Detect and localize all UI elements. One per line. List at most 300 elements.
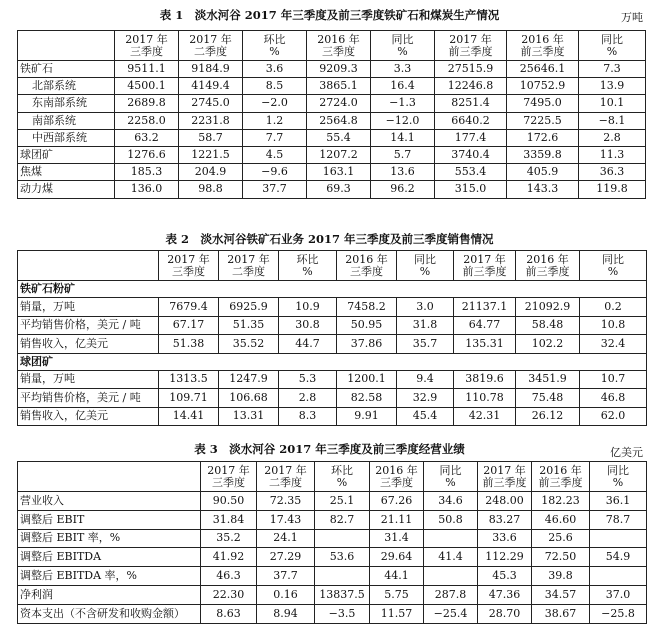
- table-cell: 8.94: [257, 604, 315, 623]
- table-cell: 2689.8: [115, 95, 179, 112]
- column-header: [243, 31, 307, 61]
- column-header-line2: %: [445, 475, 456, 489]
- table-cell: 51.38: [159, 335, 219, 354]
- header-corner: [18, 462, 201, 492]
- table-cell: 135.31: [454, 335, 516, 354]
- column-header-line1: 2016 年: [375, 463, 418, 477]
- table-cell: 204.9: [179, 164, 243, 181]
- table-cell: 38.67: [532, 604, 590, 623]
- table-cell: −9.6: [243, 164, 307, 181]
- table-cell: 37.7: [257, 567, 315, 586]
- table-cell: 27.29: [257, 548, 315, 567]
- row-label: 调整后 EBIT 率，%: [18, 529, 201, 548]
- table-cell: 32.4: [580, 335, 647, 354]
- column-header-line2: 三季度: [380, 475, 413, 489]
- table-cell: −12.0: [371, 112, 435, 129]
- table-cell: 1276.6: [115, 146, 179, 163]
- table-cell: 1247.9: [219, 370, 279, 389]
- table-cell: 21.11: [370, 510, 424, 529]
- table-row: [18, 112, 646, 129]
- column-header: [435, 31, 507, 61]
- column-header-line1: 2016 年: [317, 32, 360, 46]
- row-label: 球团矿: [18, 146, 115, 163]
- column-header-line2: 前三季度: [462, 264, 507, 278]
- header-row: [18, 251, 647, 281]
- table-cell: 109.71: [159, 389, 219, 408]
- table-cell: 9184.9: [179, 61, 243, 78]
- column-header: [201, 462, 257, 492]
- table-row: [18, 146, 646, 163]
- table-row: [18, 129, 646, 146]
- column-header-line2: %: [607, 264, 619, 278]
- table-cell: 3865.1: [307, 78, 371, 95]
- table-cell: 315.0: [435, 181, 507, 198]
- column-header: [307, 31, 371, 61]
- table-cell: 31.8: [397, 316, 454, 335]
- table-cell: [424, 529, 478, 548]
- table-cell: 3.6: [243, 61, 307, 78]
- table-cell: 7495.0: [507, 95, 579, 112]
- column-header-line2: 三季度: [322, 44, 355, 58]
- table-cell: 31.84: [201, 510, 257, 529]
- table-cell: 45.4: [397, 407, 454, 426]
- column-header: [179, 31, 243, 61]
- row-label: 平均销售价格，美元 / 吨: [18, 316, 159, 335]
- column-header: [279, 251, 337, 281]
- table-cell: 1221.5: [179, 146, 243, 163]
- column-header-line1: 2016 年: [521, 32, 564, 46]
- column-header: [219, 251, 279, 281]
- column-header-line1: 同比: [601, 32, 623, 46]
- table-cell: 119.8: [579, 181, 646, 198]
- table-cell: 34.6: [424, 492, 478, 511]
- table-cell: 72.50: [532, 548, 590, 567]
- table-cell: 112.29: [478, 548, 532, 567]
- table-cell: 25.6: [532, 529, 590, 548]
- column-header-line2: 三季度: [172, 264, 205, 278]
- table3-caption: 表 3 淡水河谷 2017 年三季度及前三季度经营业绩: [194, 442, 465, 456]
- column-header-line1: 2017 年: [189, 32, 232, 46]
- row-label: 焦煤: [18, 164, 115, 181]
- table-cell: 2258.0: [115, 112, 179, 129]
- table-cell: 50.8: [424, 510, 478, 529]
- table-cell: 63.2: [115, 129, 179, 146]
- table-cell: 287.8: [424, 585, 478, 604]
- column-header-line1: 同比: [414, 252, 436, 266]
- column-header-line1: 同比: [391, 32, 414, 46]
- column-header-line2: %: [612, 475, 624, 489]
- table-cell: 2745.0: [179, 95, 243, 112]
- table-cell: 47.36: [478, 585, 532, 604]
- table-cell: 64.77: [454, 316, 516, 335]
- section-row: [18, 353, 647, 370]
- table-cell: 83.27: [478, 510, 532, 529]
- column-header: [370, 462, 424, 492]
- table-cell: 2231.8: [179, 112, 243, 129]
- table-cell: 31.4: [370, 529, 424, 548]
- table-cell: 44.7: [279, 335, 337, 354]
- row-label: 资本支出（不含研发和收购金额）: [18, 604, 201, 623]
- table-cell: 67.26: [370, 492, 424, 511]
- table-row: [18, 585, 647, 604]
- column-header-line2: 前三季度: [448, 44, 493, 58]
- table-cell: 10.7: [580, 370, 647, 389]
- table-cell: −8.1: [579, 112, 646, 129]
- table-cell: 2724.0: [307, 95, 371, 112]
- table-cell: 4149.4: [179, 78, 243, 95]
- table-cell: 82.58: [337, 389, 397, 408]
- table-cell: 46.60: [532, 510, 590, 529]
- table-cell: 17.43: [257, 510, 315, 529]
- table-cell: 12246.8: [435, 78, 507, 95]
- table-cell: 172.6: [507, 129, 579, 146]
- table-cell: 1200.1: [337, 370, 397, 389]
- column-header-line2: 二季度: [194, 44, 227, 58]
- table-cell: 1207.2: [307, 146, 371, 163]
- row-label: 铁矿石: [18, 61, 115, 78]
- table-cell: 177.4: [435, 129, 507, 146]
- row-label: 净利润: [18, 585, 201, 604]
- column-header-line2: 二季度: [232, 264, 265, 278]
- column-header-line2: 前三季度: [538, 475, 583, 489]
- table-cell: [424, 567, 478, 586]
- table-cell: 2.8: [579, 129, 646, 146]
- table-row: [18, 548, 647, 567]
- table-row: [18, 529, 647, 548]
- table-cell: 41.4: [424, 548, 478, 567]
- table1-unit: 万吨: [621, 11, 643, 24]
- table-cell: 54.9: [590, 548, 647, 567]
- table-cell: 110.78: [454, 389, 516, 408]
- table-cell: −25.8: [590, 604, 647, 623]
- table-cell: 27515.9: [435, 61, 507, 78]
- table-cell: 3.0: [397, 298, 454, 317]
- table-cell: 28.70: [478, 604, 532, 623]
- column-header-line2: 前三季度: [525, 264, 570, 278]
- table-row: [18, 389, 647, 408]
- column-header-line2: %: [336, 475, 348, 489]
- table-cell: 35.2: [201, 529, 257, 548]
- row-label: 动力煤: [18, 181, 115, 198]
- table-cell: 35.52: [219, 335, 279, 354]
- column-header: [507, 31, 579, 61]
- table-cell: 5.75: [370, 585, 424, 604]
- table-cell: 14.41: [159, 407, 219, 426]
- column-header: [337, 251, 397, 281]
- table-cell: 82.7: [315, 510, 370, 529]
- column-header-line2: 前三季度: [482, 475, 527, 489]
- column-header-line1: 2017 年: [227, 252, 270, 266]
- table-cell: 55.4: [307, 129, 371, 146]
- table-cell: 7458.2: [337, 298, 397, 317]
- table2-caption: 表 2 淡水河谷铁矿石业务 2017 年三季度及前三季度销售情况: [165, 232, 494, 246]
- table-cell: 67.17: [159, 316, 219, 335]
- column-header: [397, 251, 454, 281]
- table-cell: 163.1: [307, 164, 371, 181]
- table-cell: 35.7: [397, 335, 454, 354]
- table-cell: 50.95: [337, 316, 397, 335]
- table-cell: 39.8: [532, 567, 590, 586]
- table-cell: 34.57: [532, 585, 590, 604]
- column-header-line1: 2017 年: [125, 32, 168, 46]
- table-cell: 16.4: [371, 78, 435, 95]
- column-header-line1: 2017 年: [264, 463, 307, 477]
- table-cell: 0.16: [257, 585, 315, 604]
- table-cell: 7679.4: [159, 298, 219, 317]
- table-row: [18, 567, 647, 586]
- table-row: [18, 335, 647, 354]
- table-cell: 8.63: [201, 604, 257, 623]
- table-cell: 46.8: [580, 389, 647, 408]
- table-cell: 25646.1: [507, 61, 579, 78]
- table-cell: 185.3: [115, 164, 179, 181]
- table-cell: 4.5: [243, 146, 307, 163]
- table-cell: 10.9: [279, 298, 337, 317]
- column-header: [579, 31, 646, 61]
- column-header: [590, 462, 647, 492]
- table-cell: 143.3: [507, 181, 579, 198]
- table-cell: 7.3: [579, 61, 646, 78]
- table-row: [18, 316, 647, 335]
- table-cell: 78.7: [590, 510, 647, 529]
- column-header-line1: 2017 年: [483, 463, 526, 477]
- table-cell: 98.8: [179, 181, 243, 198]
- column-header-line1: 2016 年: [526, 252, 569, 266]
- table-cell: [590, 529, 647, 548]
- table-cell: 9.4: [397, 370, 454, 389]
- column-header-line2: 三季度: [212, 475, 245, 489]
- table-cell: 2.8: [279, 389, 337, 408]
- column-header: [478, 462, 532, 492]
- column-header-line1: 环比: [296, 252, 319, 266]
- row-label: 销售收入，亿美元: [18, 335, 159, 354]
- header-corner: [18, 31, 115, 61]
- iron-ore-sales-table: [17, 250, 647, 426]
- section-row: [18, 281, 647, 298]
- table1-caption: 表 1 淡水河谷 2017 年三季度及前三季度铁矿石和煤炭生产情况: [159, 8, 500, 22]
- row-label: 营业收入: [18, 492, 201, 511]
- table-cell: 3819.6: [454, 370, 516, 389]
- table-cell: 10.1: [579, 95, 646, 112]
- row-label: 调整后 EBITDA 率，%: [18, 567, 201, 586]
- row-label: 调整后 EBITDA: [18, 548, 201, 567]
- table-row: [18, 370, 647, 389]
- header-corner: [18, 251, 159, 281]
- table-cell: 248.00: [478, 492, 532, 511]
- row-label: 南部系统: [18, 112, 115, 129]
- table-cell: 13.31: [219, 407, 279, 426]
- column-header: [159, 251, 219, 281]
- table-cell: 21137.1: [454, 298, 516, 317]
- table-cell: 62.0: [580, 407, 647, 426]
- table-cell: 9511.1: [115, 61, 179, 78]
- column-header-line1: 同比: [607, 463, 629, 477]
- table3-unit: 亿美元: [610, 446, 643, 459]
- table-cell: 1313.5: [159, 370, 219, 389]
- column-header-line1: 同比: [439, 463, 462, 477]
- table-cell: 36.3: [579, 164, 646, 181]
- table-cell: −25.4: [424, 604, 478, 623]
- table-row: [18, 78, 646, 95]
- column-header-line1: 2017 年: [167, 252, 210, 266]
- column-header-line1: 环比: [263, 32, 286, 46]
- column-header-line2: 三季度: [350, 264, 383, 278]
- table-cell: 58.48: [516, 316, 580, 335]
- row-label: 平均销售价格，美元 / 吨: [18, 389, 159, 408]
- table-cell: 3740.4: [435, 146, 507, 163]
- table-cell: 44.1: [370, 567, 424, 586]
- table-cell: 36.1: [590, 492, 647, 511]
- row-label: 销量，万吨: [18, 298, 159, 317]
- table-cell: 11.3: [579, 146, 646, 163]
- table-cell: 3451.9: [516, 370, 580, 389]
- column-header-line2: 三季度: [130, 44, 163, 58]
- column-header-line1: 2016 年: [539, 463, 582, 477]
- table-cell: 1.2: [243, 112, 307, 129]
- table-cell: 32.9: [397, 389, 454, 408]
- table-row: [18, 298, 647, 317]
- header-row: [18, 462, 647, 492]
- table-cell: −2.0: [243, 95, 307, 112]
- table-row: [18, 492, 647, 511]
- table-row: [18, 604, 647, 623]
- row-label: 销量，万吨: [18, 370, 159, 389]
- table-cell: 13837.5: [315, 585, 370, 604]
- table-cell: 13.9: [579, 78, 646, 95]
- table-cell: 41.92: [201, 548, 257, 567]
- table-row: [18, 510, 647, 529]
- column-header-line2: 二季度: [269, 475, 302, 489]
- column-header-line2: %: [606, 44, 618, 58]
- table-cell: 45.3: [478, 567, 532, 586]
- table-cell: 21092.9: [516, 298, 580, 317]
- table-cell: 11.57: [370, 604, 424, 623]
- row-label: 销售收入，亿美元: [18, 407, 159, 426]
- column-header: [454, 251, 516, 281]
- row-label: 东南部系统: [18, 95, 115, 112]
- table-cell: 33.6: [478, 529, 532, 548]
- column-header-line2: %: [397, 44, 408, 58]
- table-cell: 7.7: [243, 129, 307, 146]
- table-cell: 3359.8: [507, 146, 579, 163]
- table-cell: 553.4: [435, 164, 507, 181]
- column-header-line1: 2017 年: [207, 463, 250, 477]
- table-cell: 90.50: [201, 492, 257, 511]
- row-label: 调整后 EBIT: [18, 510, 201, 529]
- table-cell: 13.6: [371, 164, 435, 181]
- table-cell: 51.35: [219, 316, 279, 335]
- table-cell: 14.1: [371, 129, 435, 146]
- column-header-line2: 前三季度: [520, 44, 565, 58]
- table-cell: 69.3: [307, 181, 371, 198]
- table-row: [18, 407, 647, 426]
- column-header-line1: 同比: [602, 252, 624, 266]
- table-cell: 58.7: [179, 129, 243, 146]
- table-cell: 5.7: [371, 146, 435, 163]
- column-header-line1: 环比: [331, 463, 353, 477]
- table-cell: 26.12: [516, 407, 580, 426]
- table-row: [18, 181, 646, 198]
- table-cell: 9209.3: [307, 61, 371, 78]
- table-cell: 10752.9: [507, 78, 579, 95]
- column-header: [315, 462, 370, 492]
- table-cell: 405.9: [507, 164, 579, 181]
- table-cell: 9.91: [337, 407, 397, 426]
- row-label: 中西部系统: [18, 129, 115, 146]
- table-cell: 30.8: [279, 316, 337, 335]
- table-cell: 37.86: [337, 335, 397, 354]
- table-cell: 96.2: [371, 181, 435, 198]
- table-cell: 25.1: [315, 492, 370, 511]
- column-header-line2: %: [269, 44, 280, 58]
- iron-ore-coal-production-table: [17, 30, 646, 199]
- column-header-line1: 2016 年: [345, 252, 388, 266]
- table-cell: 29.64: [370, 548, 424, 567]
- table-cell: 4500.1: [115, 78, 179, 95]
- table-cell: −1.3: [371, 95, 435, 112]
- table-cell: 37.7: [243, 181, 307, 198]
- row-label: 北部系统: [18, 78, 115, 95]
- table-cell: −3.5: [315, 604, 370, 623]
- table-cell: 24.1: [257, 529, 315, 548]
- column-header: [580, 251, 647, 281]
- table-row: [18, 164, 646, 181]
- table-cell: 7225.5: [507, 112, 579, 129]
- table-cell: 106.68: [219, 389, 279, 408]
- table-cell: 10.8: [580, 316, 647, 335]
- table-cell: 0.2: [580, 298, 647, 317]
- column-header-line1: 2017 年: [449, 32, 492, 46]
- column-header: [257, 462, 315, 492]
- column-header-line2: %: [419, 264, 431, 278]
- table-cell: [315, 567, 370, 586]
- column-header-line1: 2017 年: [463, 252, 506, 266]
- table-cell: 42.31: [454, 407, 516, 426]
- section-title: 铁矿石粉矿: [18, 281, 647, 298]
- table-row: [18, 61, 646, 78]
- table-cell: 72.35: [257, 492, 315, 511]
- table-cell: [590, 567, 647, 586]
- column-header: [516, 251, 580, 281]
- column-header: [371, 31, 435, 61]
- table-cell: 102.2: [516, 335, 580, 354]
- table-cell: 37.0: [590, 585, 647, 604]
- table-cell: 136.0: [115, 181, 179, 198]
- table-row: [18, 95, 646, 112]
- table-cell: 3.3: [371, 61, 435, 78]
- table-cell: 6640.2: [435, 112, 507, 129]
- table-cell: 8.5: [243, 78, 307, 95]
- column-header: [532, 462, 590, 492]
- column-header: [424, 462, 478, 492]
- table-cell: 22.30: [201, 585, 257, 604]
- table-cell: 6925.9: [219, 298, 279, 317]
- table-cell: 182.23: [532, 492, 590, 511]
- header-row: [18, 31, 646, 61]
- table-cell: [315, 529, 370, 548]
- table-cell: 5.3: [279, 370, 337, 389]
- section-title: 球团矿: [18, 353, 647, 370]
- table-cell: 2564.8: [307, 112, 371, 129]
- table-cell: 8251.4: [435, 95, 507, 112]
- table-cell: 46.3: [201, 567, 257, 586]
- table-cell: 53.6: [315, 548, 370, 567]
- operating-results-table: [17, 461, 647, 624]
- table-cell: 8.3: [279, 407, 337, 426]
- column-header: [115, 31, 179, 61]
- column-header-line2: %: [302, 264, 313, 278]
- table-cell: 75.48: [516, 389, 580, 408]
